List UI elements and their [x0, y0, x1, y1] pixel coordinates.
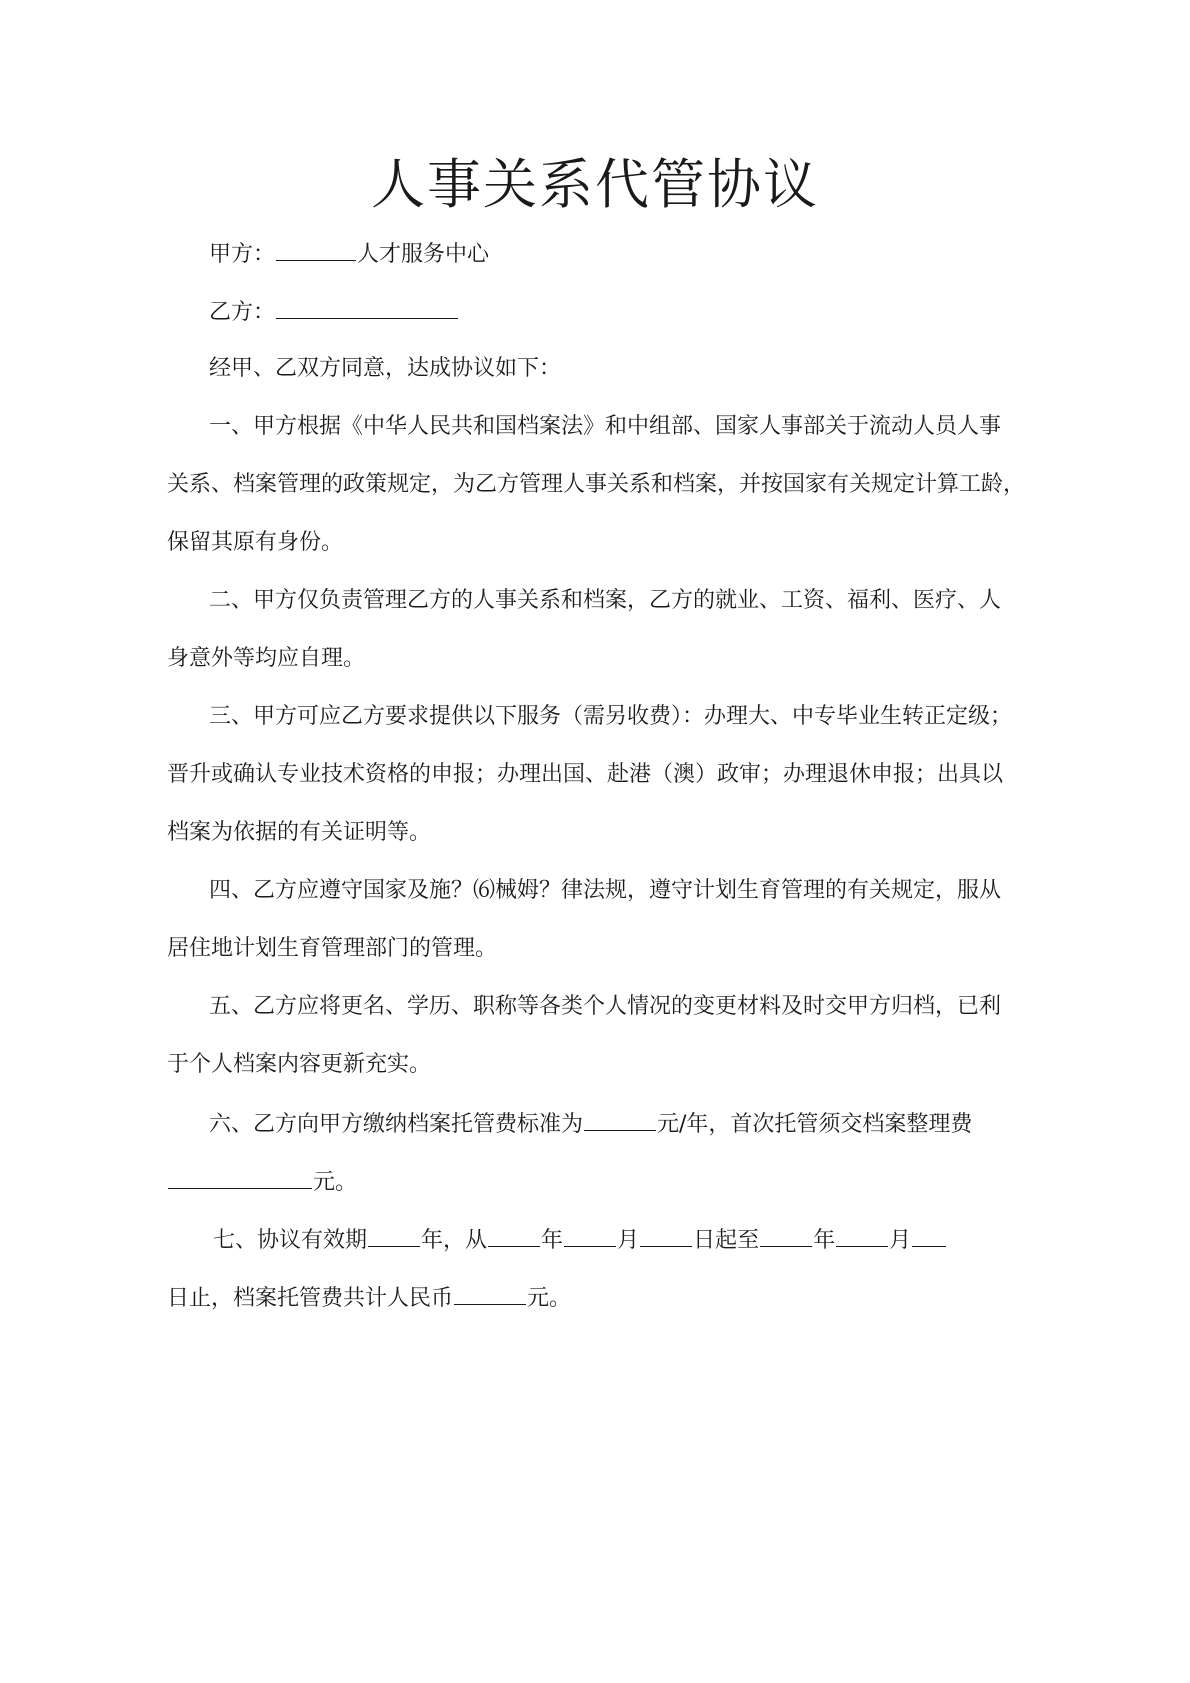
end-month-blank [836, 1224, 888, 1247]
party-a-suffix: 人才服务中心 [357, 242, 490, 267]
clause5-line2: 于个人档案内容更新充实。 [167, 1052, 432, 1077]
clause7-text-a: 七、协议有效期 [213, 1228, 368, 1253]
clause1-line3: 保留其原有身份。 [167, 530, 344, 555]
clause7-month-2: 月 [889, 1228, 912, 1253]
clause1-line1: 一、甲方根据《中华人民共和国档案法》和中组部、国家人事部关于流动人员人事 [209, 414, 1002, 439]
clause7-year-3: 年 [813, 1228, 836, 1253]
clause6-text-b: 元/年，首次托管须交档案整理费 [657, 1112, 973, 1137]
clause7-yuan: 元。 [527, 1286, 572, 1311]
clause7-year-1: 年 [421, 1228, 444, 1253]
party-b-label: 乙方： [209, 300, 276, 325]
clause3-line1: 三、甲方可应乙方要求提供以下服务（需另收费）：办理大、中专毕业生转正定级； [209, 704, 1013, 729]
clause7-line2 [167, 1282, 571, 1314]
clause4-line1: 四、乙方应遵守国家及施？⑹械姆？律法规，遵守计划生育管理的有关规定，服从 [209, 878, 1002, 903]
clause1-line2: 关系、档案管理的政策规定，为乙方管理人事关系和档案，并按国家有关规定计算工龄， [167, 472, 1026, 497]
party-b-blank [276, 296, 458, 319]
start-day-blank [640, 1224, 692, 1247]
clause5-line1: 五、乙方应将更名、学历、职称等各类个人情况的变更材料及时交甲方归档，已利 [209, 994, 1002, 1019]
clause3-line3: 档案为依据的有关证明等。 [167, 820, 432, 845]
intro-line: 经甲、乙双方同意，达成协议如下： [209, 356, 562, 381]
clause2-line1: 二、甲方仅负责管理乙方的人事关系和档案，乙方的就业、工资、福利、医疗、人 [209, 588, 1002, 613]
clause7-month-1: 月 [617, 1228, 640, 1253]
clause7-line1 [213, 1224, 947, 1256]
document-title: 人事关系代管协议 [371, 153, 819, 216]
clause4-line2: 居住地计划生育管理部门的管理。 [167, 936, 498, 961]
initial-fee-blank [168, 1166, 312, 1189]
party-a-line [209, 238, 489, 270]
end-year-blank [760, 1224, 812, 1247]
clause3-line2: 晋升或确认专业技术资格的申报；办理出国、赴港（澳）政审；办理退休申报；出具以 [167, 762, 1004, 787]
clause7-text-b: 日止，档案托管费共计人民币 [167, 1286, 454, 1311]
party-a-label: 甲方： [209, 242, 276, 267]
clause7-day-from: 日起至 [693, 1228, 760, 1253]
end-day-blank [912, 1224, 946, 1247]
clause6-text-c: 元。 [313, 1170, 358, 1195]
party-b-line [209, 296, 459, 328]
clause7-from: ，从 [443, 1228, 488, 1253]
clause2-line2: 身意外等均应自理。 [167, 646, 366, 671]
term-years-blank [368, 1224, 420, 1247]
start-month-blank [564, 1224, 616, 1247]
party-a-blank [276, 238, 356, 261]
total-fee-blank [454, 1282, 526, 1305]
clause6-text-a: 六、乙方向甲方缴纳档案托管费标准为 [209, 1112, 584, 1137]
clause6-line2 [167, 1166, 357, 1198]
clause6-line1 [209, 1108, 972, 1140]
clause7-year-2: 年 [541, 1228, 564, 1253]
start-year-blank [488, 1224, 540, 1247]
fee-per-year-blank [584, 1108, 656, 1131]
